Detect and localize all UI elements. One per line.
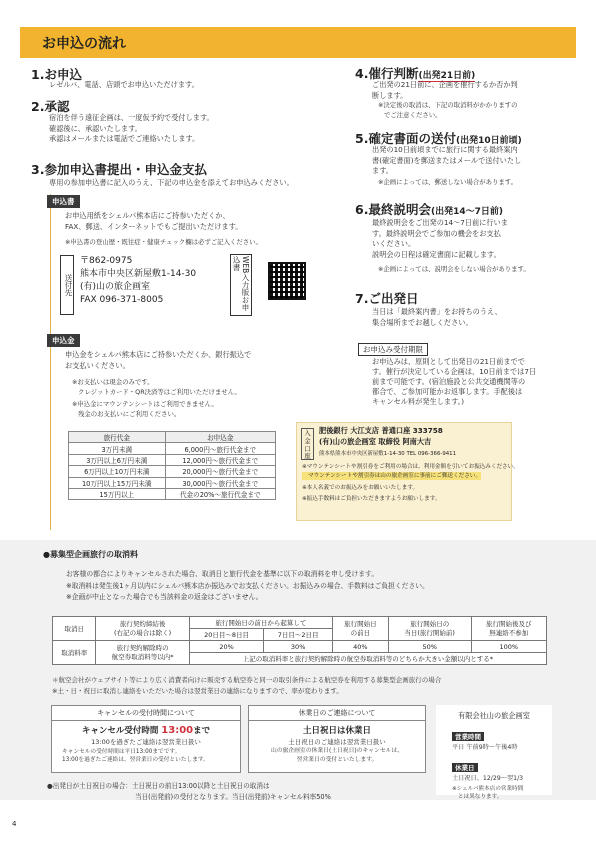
app-note: ※申込書の登山歴・既往症・健康チェック欄は必ずご記入ください。 <box>65 238 262 246</box>
closed-days-label: 休業日 <box>452 763 478 772</box>
table-row: 上記の取消料率と旅行契約解除時の航空券取消料等のどちらか大きい金額以内とする* <box>53 653 547 665</box>
page-title: お申込の流れ <box>42 36 126 52</box>
fee-notes: ※お支払いは現金のみです。 クレジットカード・QR決済等はご利用いただけません。 ※申込金にマウンテンシートはご利用できません。 残金のお支払いにご利用ください。 <box>72 378 241 418</box>
company-name: 有限会社山の旅企画室 <box>458 711 530 720</box>
step-5-note: ※企画によっては、郵送しない場合があります。 <box>378 178 518 186</box>
step-5-text: 出発の10日前頃までに旅行に関する最終案内 書(確定書面)を郵送またはメールで送付いたし ます。 <box>372 145 522 175</box>
fee-text: 申込金をシェルパ熊本店にご持参いただくか、銀行振込で お支払いください。 <box>65 350 252 370</box>
page-number: 4 <box>12 820 17 828</box>
deposit-table <box>68 431 276 500</box>
step-1-heading: 1.お申込 <box>31 67 82 82</box>
step-6-text: 最終説明会をご出発の14～7日前に行いま す。最終説明会でご参加の機会をお支払 いください。 説明会の日程は確定書面に記載します。 <box>372 218 508 259</box>
bank-side-label: 入金口座 <box>301 428 314 460</box>
table-row: 15万円以上 代金の20%～旅行代金まで <box>69 488 276 499</box>
company-info-box: 有限会社山の旅企画室 営業時間 平日 午前9時～午後4時 休業日 土日祝日、12/29～翌1/3 ※シェルパ熊本店の営業時間 とは異なります。 <box>436 705 552 795</box>
step-4-text: ご出発の21日前に、企画を催行するか否か判 断します。 <box>372 80 518 100</box>
app-label: 申込書 <box>47 195 80 208</box>
step-7-text: 当日は「最終案内書」をお持ちのうえ、 集合場所までお越しください。 <box>372 307 502 327</box>
holiday-box: 休業日のご連絡について 土日祝日は休業日 土日祝日のご連絡は翌営業日扱い 山の旅企画室の休業日(土日祝日)のキャンセルは、 翌営業日の受付といたします。 <box>248 705 426 773</box>
cancellation-table: 取消日 旅行契約締結後 (右記の場合は除く) 旅行開始日の前日から起算して 旅行開始日 の前日 旅行開始日の 当日(旅行開始前) 旅行開始後及び 無連絡不参加 20日目～8日目 7日目～2日目 取消料率 旅行契約解除時の 航空券取消料等以内* 20% 30% 40% 50% 100% 上記の取消料率と旅行契約解除時の航空券取消料等のどちらか大きい金額以内とする* <box>52 616 547 665</box>
table-row: 3万円未満 6,000円～旅行代金まで <box>69 443 276 454</box>
step-2-text: 宿泊を伴う遠征企画は、一度仮予約で受付します。 確認後に、承認いたします。 承認はメールまたは電話でご連絡いたします。 <box>49 113 214 143</box>
step-1-text: レゼルバ、電話、店頭でお申込いただけます。 <box>49 80 199 89</box>
holiday-main: 土日祝日は休業日 <box>302 726 371 736</box>
step-6-heading: 6.最終説明会(出発14～7日前) <box>355 202 503 217</box>
step-4-note: ※決定後の取消は、下記の取消料がかかりますの でご注意ください。 <box>378 101 518 119</box>
fee-divider <box>50 335 51 530</box>
closed-days: 土日祝日、12/29～翌1/3 <box>452 774 524 782</box>
table-row: 3万円以上6万円未満 12,000円～旅行代金まで <box>69 454 276 465</box>
section-banner <box>20 27 576 58</box>
web-form-label: WEB入力版お申込書 <box>230 254 252 316</box>
address-side-label: 送付先 <box>60 255 74 315</box>
step-3-heading: 3.参加申込書提出・申込金支払 <box>31 162 207 177</box>
table-header: 旅行代金 お申込金 <box>69 432 276 443</box>
business-hours: 平日 午前9時～午後4時 <box>452 744 518 751</box>
bank-address: 熊本県熊本市中央区新屋敷1-14-30 TEL 096-366-9411 <box>319 451 457 457</box>
step-4-heading: 4.催行判断(出発21日前) <box>355 66 476 81</box>
address-line1: 熊本市中央区新屋敷1-14-30 <box>80 269 197 279</box>
col-cancel-date: 取消日 <box>53 617 96 641</box>
app-divider <box>50 194 51 334</box>
table-row: 6万円以上10万円未満 20,000円～旅行代金まで <box>69 466 276 477</box>
bank-line2: (有)山の旅企画室 取締役 阿南大吉 <box>319 437 432 446</box>
departure-note: ●出発日が土日祝日の場合：土日祝日の前日13:00以降と土日祝日の取消は 当日(出発前)の受付となります。当日(出発前)キャンセル料率50% <box>47 782 331 801</box>
address-fax: FAX 096-371-8005 <box>80 295 164 305</box>
deadline-label: お申込み受付期限 <box>358 343 428 356</box>
step-2-heading: 2.承認 <box>31 99 70 114</box>
app-text: お申込用紙をシェルパ熊本店にご持参いただくか、 FAX、郵送、インターネットでもご提出いただけます。 <box>65 211 243 231</box>
step-6-note: ※企画によっては、説明会をしない場合があります。 <box>378 265 530 273</box>
cancel-hours-title: キャンセルの受付時間について <box>52 706 240 721</box>
bank-account-box: 入金口座 肥後銀行 大江支店 普通口座 333758 (有)山の旅企画室 取締役 阿南大吉 熊本県熊本市中央区新屋敷1-14-30 TEL 096-366-9411 ※マウンテンシートや割引券をご利用の場合は、利用金額を引いてお振込みください。 マウンテンシートや割引券は山の旅企画室に事前にご郵送ください。 ※本人名義でのお振込みをお願いいたします。 ※振込手数料はご負担いただきますようお願いします。 <box>296 422 512 521</box>
cancellation-notes: お客様の都合によりキャンセルされた場合、取消日と旅行代金を基準に以下の取消料を申し受けます。 ※取消料は発生後1ヶ月以内にシェルパ熊本店か振込みでお支払ください。お振込みの場合、手数料はご負担ください。 ※企画が中止となった場合でも当該料金の返金はございません。 <box>66 570 429 601</box>
step-3-text: 専用の参加申込書に記入のうえ、下記の申込金を添えてお申込みください。 <box>49 178 294 187</box>
address-line2: (有)山の旅企画室 <box>80 282 151 292</box>
cancel-hours-main: キャンセル受付時間 13:00まで <box>81 725 211 736</box>
qr-code-icon[interactable] <box>268 262 306 300</box>
cancel-hours-box: キャンセルの受付時間について キャンセル受付時間 13:00まで 13:00を過ぎたご連絡は翌営業日扱い キャンセルの受付時間は平日13:00までです。 13:00を過ぎたご連絡は、翌営業日の受付といたします。 <box>51 705 241 773</box>
cancellation-footnotes: ＊航空会社がウェブサイト等により広く消費者向けに販売する航空券と同一の取引条件による航空券を利用する募集型企画旅行の場合 ※土・日・祝日に取消し連絡をいただいた場合は翌営業日の連絡になりますので、率が変わります。 <box>52 676 442 695</box>
address-block <box>80 255 196 307</box>
cancellation-title: ●募集型企画旅行の取消料 <box>43 550 138 559</box>
step-5-heading: 5.確定書面の送付(出発10日前頃) <box>355 131 522 146</box>
deadline-text: お申込みは、原則として出発日の21日前までで す。催行が決定している企画は、10日前までは7日 前まで可能です。(宿泊施設と公共交通機関等の 都合で、ご参加可能かお返事します。手配後は キャンセル料が発生します。) <box>372 357 537 406</box>
holiday-title: 休業日のご連絡について <box>249 706 425 721</box>
table-row: 取消料率 旅行契約解除時の 航空券取消料等以内* 20% 30% 40% 50% 100% <box>53 641 547 653</box>
fee-label: 申込金 <box>47 334 80 347</box>
address-zip: 〒862-0975 <box>80 256 133 266</box>
business-hours-label: 営業時間 <box>452 732 484 741</box>
table-row: 10万円以上15万円未満 30,000円～旅行代金まで <box>69 477 276 488</box>
bank-line1: 肥後銀行 大江支店 普通口座 333758 <box>319 426 443 435</box>
step-7-heading: 7.ご出発日 <box>355 291 419 306</box>
